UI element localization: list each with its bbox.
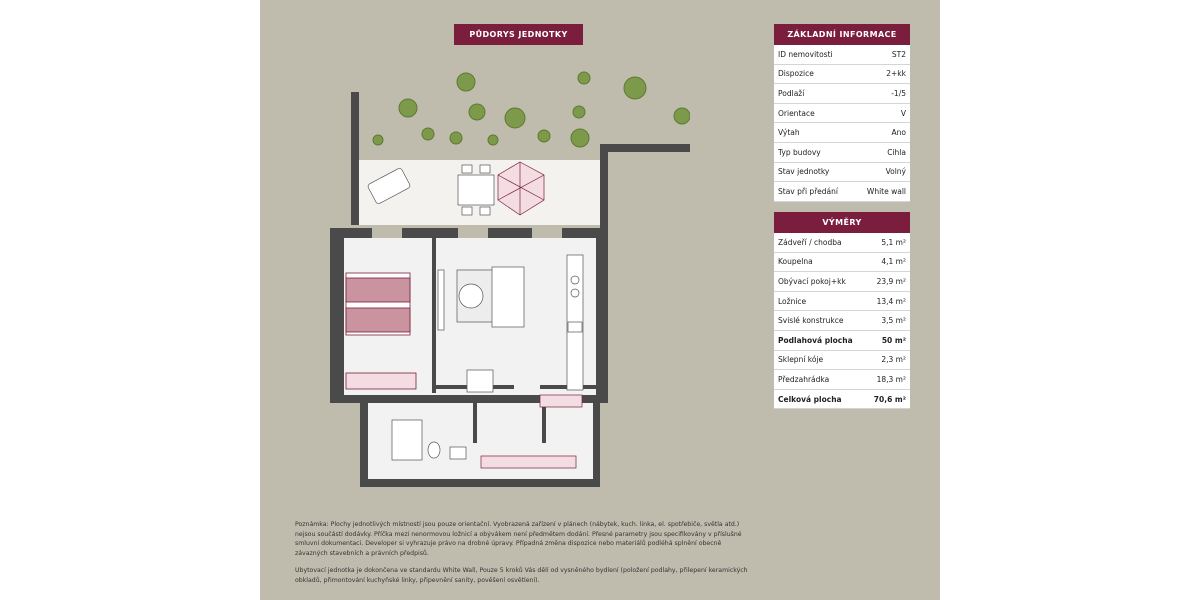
table-row (774, 350, 910, 370)
row-value: 5,1 m² (865, 233, 910, 252)
row-value: 18,3 m² (865, 370, 910, 390)
basic-info-table (774, 45, 910, 202)
row-label: Koupelna (774, 252, 865, 272)
row-value: Ano (854, 123, 910, 143)
row-label: ID nemovitosti (774, 45, 854, 64)
row-label: Sklepní kóje (774, 350, 865, 370)
table-row (774, 291, 910, 311)
row-value: 2+kk (854, 64, 910, 84)
row-label: Orientace (774, 103, 854, 123)
note-text: Ubytovací jednotka je dokončena ve standardu White Wall, Pouze 5 kroků Vás dělí od vysněného bydlení (položení podlahy, přilepení keramických obkladů, přimontování kuchyňské linky, připevnění sanity, pověšení osvětlení). (295, 567, 748, 584)
floor-plan-drawing (330, 60, 690, 490)
row-value: 50 m² (865, 330, 910, 350)
table-row (774, 84, 910, 104)
row-label: Výtah (774, 123, 854, 143)
row-label: Stav při předání (774, 182, 854, 202)
row-label: Podlaží (774, 84, 854, 104)
plan-title: PŮDORYS JEDNOTKY (454, 24, 583, 45)
row-label: Stav jednotky (774, 162, 854, 182)
row-value: 2,3 m² (865, 350, 910, 370)
row-label: Dispozice (774, 64, 854, 84)
row-value: 3,5 m² (865, 311, 910, 331)
row-label: Podlahová plocha (774, 330, 865, 350)
table-row-total (774, 330, 910, 350)
table-row (774, 252, 910, 272)
row-value: -1/5 (854, 84, 910, 104)
row-value: Cihla (854, 142, 910, 162)
table-row (774, 142, 910, 162)
table-row (774, 45, 910, 64)
row-label: Zádveří / chodba (774, 233, 865, 252)
table-row (774, 123, 910, 143)
row-label: Ložnice (774, 291, 865, 311)
basic-info-panel (774, 24, 910, 202)
areas-panel (774, 212, 910, 409)
table-row (774, 272, 910, 292)
row-label: Celková plocha (774, 389, 865, 409)
note-text: Poznámka: Plochy jednotlivých místností jsou pouze orientační. Vyobrazená zařízení v plánech (nábytek, kuch. linka, el. spotřebiče, světla atd.) nejsou součástí dodávky. Příčka mezi nenormovou ložnicí a obývákem není předmětem dodání. Přesné parametry jsou specifikovány v příslušné smluvní dokumentaci. Developer si vyhrazuje právo na drobné úpravy. Případná změna dispozice nebo materiálů podléhá splnění obecně závazných stavebních a právních předpisů. (295, 521, 742, 557)
row-value: White wall (854, 182, 910, 202)
row-value: 23,9 m² (865, 272, 910, 292)
table-row (774, 103, 910, 123)
areas-table (774, 233, 910, 409)
row-value: Volný (854, 162, 910, 182)
table-row (774, 370, 910, 390)
row-value: 4,1 m² (865, 252, 910, 272)
table-row (774, 233, 910, 252)
table-row (774, 162, 910, 182)
row-label: Svislé konstrukce (774, 311, 865, 331)
basic-info-title: ZÁKLADNÍ INFORMACE (774, 24, 910, 45)
notes (295, 520, 755, 594)
row-label: Obývací pokoj+kk (774, 272, 865, 292)
table-row (774, 182, 910, 202)
table-row (774, 311, 910, 331)
table-row-total (774, 389, 910, 409)
row-value: 70,6 m² (865, 389, 910, 409)
floor-plan-sheet (260, 0, 940, 600)
tree-icons (373, 72, 690, 147)
row-label: Předzahrádka (774, 370, 865, 390)
areas-title: VÝMĚRY (774, 212, 910, 233)
table-row (774, 64, 910, 84)
row-value: 13,4 m² (865, 291, 910, 311)
row-value: ST2 (854, 45, 910, 64)
row-value: V (854, 103, 910, 123)
row-label: Typ budovy (774, 142, 854, 162)
